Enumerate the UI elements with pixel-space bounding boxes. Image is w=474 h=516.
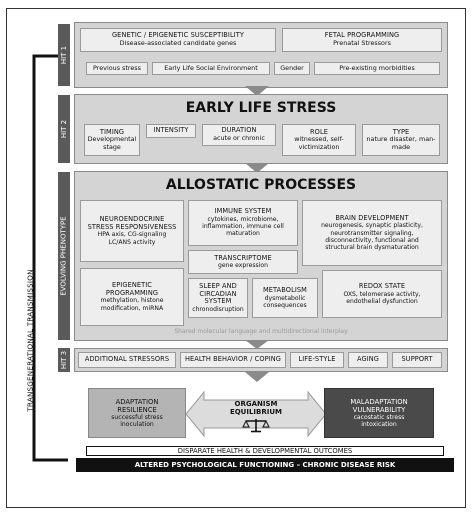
hit3-aging — [348, 352, 388, 368]
maladaptation-sub: cacostatic stress intoxication — [353, 413, 405, 428]
evolving-label: EVOLVING PHENOTYPE — [60, 216, 69, 296]
neuroendocrine-box — [80, 200, 184, 262]
hit3-additional-stressors — [78, 352, 176, 368]
genetic-sub: Disease-associated candidate genes — [119, 39, 237, 47]
pill-preexisting — [314, 62, 440, 75]
immune-title: IMMUNE SYSTEM — [214, 207, 272, 216]
hit3-life-style — [290, 352, 344, 368]
genetic-title: GENETIC / EPIGENETIC SUSCEPTIBILITY — [111, 31, 245, 40]
role-box — [282, 124, 356, 156]
pill-label: Pre-existing morbidities — [339, 63, 415, 72]
timing-box — [84, 124, 140, 156]
brain-sub: neurogenesis, synaptic plasticity, neurotransmitter signaling, disconnectivity, functional and structural brain dysmaturation — [321, 222, 423, 251]
transcriptome-title: TRANSCRIPTOME — [214, 253, 272, 262]
maladaptation-title: MALADAPTATION VULNERABILITY — [350, 397, 408, 414]
immune-sub: cytokines, microbiome, inflammation, immune cell maturation — [202, 215, 284, 238]
brain-title: BRAIN DEVELOPMENT — [335, 213, 409, 222]
intensity-box — [146, 124, 196, 138]
fetal-sub: Prenatal Stressors — [333, 39, 391, 47]
chronic-disease-label: ALTERED PSYCHOLOGICAL FUNCTIONING – CHRONIC DISEASE RISK — [134, 461, 396, 469]
adaptation-box — [88, 388, 186, 438]
duration-sub: acute or chronic — [213, 134, 265, 142]
type-sub: nature disaster, man-made — [366, 135, 436, 151]
brain-box — [302, 200, 442, 266]
hit3-bar — [58, 348, 70, 372]
fetal-box — [282, 28, 442, 52]
hit3-label: HIT 3 — [60, 350, 69, 370]
hit3-item-label: HEALTH BEHAVIOR / COPING — [184, 355, 281, 364]
sleep-title: SLEEP AND CIRCADIAN SYSTEM — [199, 282, 237, 306]
hit1-label: HIT 1 — [60, 45, 69, 65]
duration-title: DURATION — [221, 126, 257, 135]
hit3-item-label: ADDITIONAL STRESSORS — [84, 355, 170, 364]
hit3-support — [392, 352, 442, 368]
chronic-disease-bar — [76, 458, 454, 472]
timing-sub: Developmental stage — [87, 135, 137, 151]
hit3-health-behavior — [180, 352, 286, 368]
hit2-label: HIT 2 — [60, 119, 69, 139]
pill-label: Previous stress — [93, 63, 141, 72]
organism-box — [214, 392, 298, 440]
pill-gender — [274, 62, 310, 75]
duration-box — [202, 124, 276, 146]
pill-label: Gender — [280, 63, 304, 72]
allostatic-title: ALLOSTATIC PROCESSES — [165, 177, 357, 193]
transcriptome-box — [188, 250, 298, 274]
transcriptome-sub: gene expression — [217, 262, 269, 270]
redox-title: REDOX STATE — [358, 282, 406, 290]
immune-box — [188, 200, 298, 246]
early-life-stress-title: EARLY LIFE STRESS — [185, 100, 337, 116]
intensity-title: INTENSITY — [153, 126, 189, 135]
balance-scale-icon — [242, 417, 270, 433]
metabolism-box — [252, 278, 318, 318]
role-sub: witnessed, self-victimization — [294, 135, 344, 151]
disparate-outcomes-label: DISPARATE HEALTH & DEVELOPMENTAL OUTCOMES — [177, 447, 353, 455]
hit3-item-label: AGING — [357, 355, 379, 364]
epigenetic-box — [80, 268, 184, 326]
pill-label: Early Life Social Environment — [164, 63, 258, 72]
sleep-box — [188, 278, 248, 318]
adaptation-sub: successful stress inoculation — [111, 413, 163, 428]
role-title: ROLE — [309, 127, 328, 136]
type-title: TYPE — [392, 127, 410, 136]
timing-title: TIMING — [99, 127, 125, 136]
organism-label: ORGANISM EQUILIBRIUM — [229, 399, 283, 416]
adaptation-title: ADAPTATION RESILIENCE — [115, 397, 159, 414]
side-label: TRANSGENERATIONAL TRANSMISSION — [25, 268, 35, 412]
type-box — [362, 124, 440, 156]
neuro-title: NEUROENDOCRINE STRESS RESPONSIVENESS — [87, 215, 177, 231]
hit2-bar — [58, 95, 70, 163]
metabolism-title: METABOLISM — [263, 286, 307, 294]
hit3-item-label: SUPPORT — [401, 355, 433, 364]
redox-sub: OXS, telomerase activity, endothelial dysfunction — [343, 290, 421, 305]
neuro-sub: HPA axis, CG-signaling LC/ANS activity — [97, 231, 167, 246]
down-arrow-4 — [245, 372, 269, 384]
metabolism-sub: dysmetabolic consequences — [263, 294, 307, 309]
genetic-box — [80, 28, 276, 52]
pill-early-life — [152, 62, 270, 75]
maladaptation-box — [324, 388, 434, 438]
hit3-item-label: LIFE-STYLE — [298, 355, 336, 364]
epigenetic-sub: methylation, histone modification, miRNA — [100, 297, 164, 312]
sleep-sub: chronodisruption — [192, 305, 244, 313]
hit1-bar — [58, 24, 70, 86]
evolving-bar — [58, 172, 70, 340]
disparate-outcomes-bar — [86, 446, 444, 456]
side-label-wrap — [10, 240, 50, 440]
allostatic-footer: Shared molecular language and multidirectional interplay — [174, 328, 348, 335]
fetal-title: FETAL PROGRAMMING — [324, 31, 400, 40]
redox-box — [322, 270, 442, 318]
epigenetic-title: EPIGENETIC PROGRAMMING — [105, 281, 159, 297]
pill-previous-stress — [86, 62, 148, 75]
